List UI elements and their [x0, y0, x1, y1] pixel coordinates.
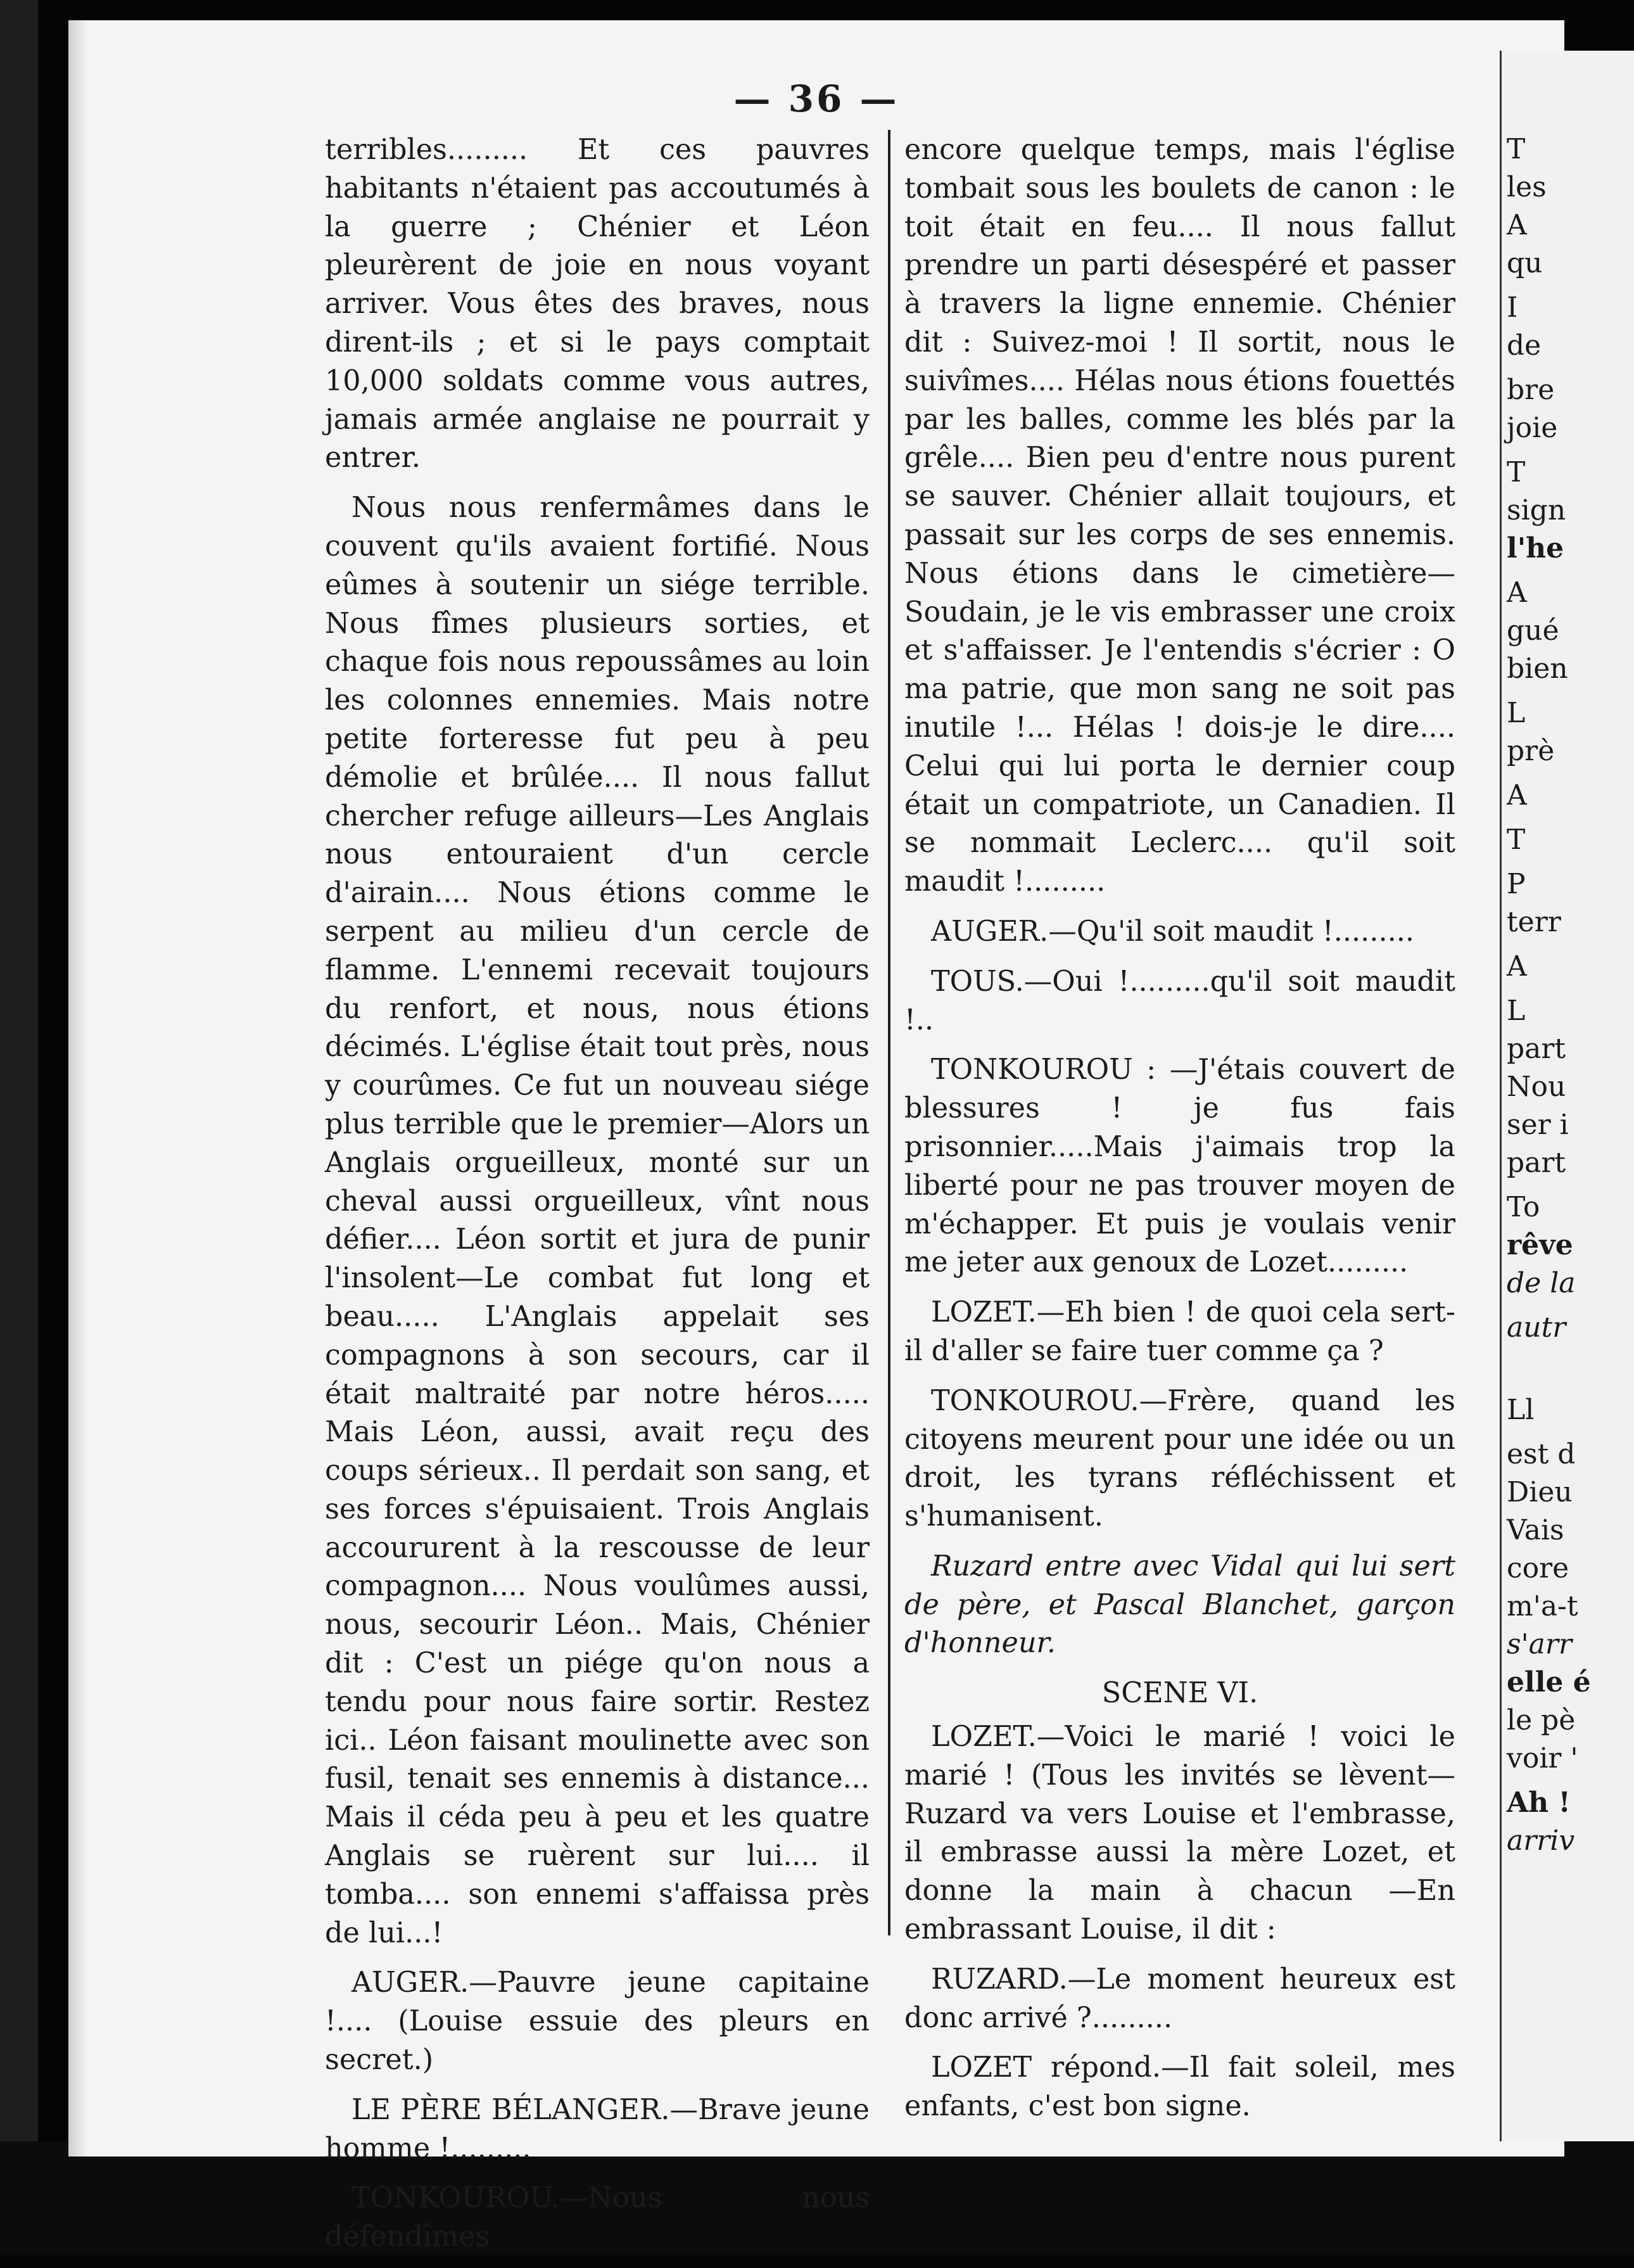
adjacent-page-fragment: A [1507, 209, 1527, 241]
adjacent-page-fragment: de la [1507, 1267, 1576, 1299]
adjacent-page-fragment: Ah ! [1507, 1787, 1571, 1819]
adjacent-page-fragment: qu [1507, 247, 1543, 279]
adjacent-page-fragment: T [1507, 456, 1526, 488]
adjacent-page-fragment: les [1507, 171, 1547, 203]
scan-border-left [0, 0, 38, 2255]
dialogue-line: LE PÈRE BÉLANGER.—Brave jeune homme !......... [325, 2093, 870, 2165]
dialogue-line: TONKOUROU.—Nous nous défendîmes [325, 2182, 870, 2253]
adjacent-page-fragment: A [1507, 779, 1527, 812]
adjacent-page-fragment: voir ' [1507, 1742, 1578, 1774]
dialogue-line: LOZET.—Voici le marié ! voici le marié ! (Tous les invités se lèvent—Ruzard va vers Louise et l'embrasse, il embrasse aussi la mère Lozet, et donne la main à chacun —En embrassant Louise, il dit : [904, 1721, 1455, 1946]
adjacent-page-fragment: L [1507, 697, 1526, 729]
left-paragraph: Nous nous renfermâmes dans le couvent qu'ils avaient fortifié. Nous eûmes à soutenir un siége terrible. Nous fîmes plusieurs sorties, et chaque fois nous repoussâmes au loin les colonnes ennemies. Mais notre petite forteresse fut peu à peu démolie et brûlée.... Il nous fallut chercher refuge ailleurs—Les Anglais nous entouraient d'un cercle d'airain.... Nous étions comme le serpent au milieu d'un cercle de flamme. L'ennemi recevait toujours du renfort, et nous, nous étions décimés. L'église était tout près, nous y courûmes. Ce fut un nouveau siége plus terrible que le premier—Alors un Anglais orgueilleux, monté sur un cheval aussi orgueilleux, vînt nous défier.... Léon sortit et jura de punir l'insolent—Le combat fut long et beau..... L'Anglais appelait ses compagnons à son secours, car il était maltraité par notre héros..... Mais Léon, aussi, avait reçu des coups sérieux.. Il perdait son sang, et ses forces s'épuisaient. Trois Anglais accoururent à la rescousse de leur compagnon.... Nous voulûmes aussi, nous, secourir Léon.. Mais, Chénier dit : C'est un piége qu'on nous a tendu pour nous faire sortir. Restez ici.. Léon faisant moulinette avec son fusil, tenait ses ennemis à distance... Mais il céda peu à peu et les quatre Anglais se ruèrent sur lui.... il tomba.... son ennemi s'affaissa près de lui...! [325, 492, 870, 1949]
adjacent-page-fragment: bre [1507, 374, 1555, 406]
adjacent-page-fragment: Ll [1507, 1394, 1535, 1426]
adjacent-page-fragment: rêve [1507, 1229, 1573, 1261]
dialogue-line: AUGER.—Qu'il soit maudit !......... [931, 915, 1415, 948]
adjacent-page-fragment: P [1507, 868, 1526, 900]
adjacent-page-fragment: prè [1507, 735, 1555, 767]
dialogue-line: LOZET.—Eh bien ! de quoi cela sert-il d'aller se faire tuer comme ça ? [904, 1296, 1455, 1367]
right-column [904, 131, 1455, 2137]
adjacent-page-fragment: arriv [1507, 1825, 1575, 1857]
dialogue-line: TONKOUROU : —J'étais couvert de blessures ! je fus fais prisonnier.....Mais j'aimais trop la liberté pour ne pas trouver moyen de m'échapper. Et puis je voulais venir me jeter aux genoux de Lozet......... [904, 1054, 1455, 1279]
adjacent-page-fragment: sign [1507, 494, 1566, 526]
dialogue-line: LOZET répond.—Il fait soleil, mes enfants, c'est bon signe. [904, 2051, 1455, 2123]
adjacent-page-fragment: core [1507, 1552, 1569, 1584]
adjacent-page-fragment: le pè [1507, 1704, 1576, 1736]
left-paragraph: terribles......... Et ces pauvres habitants n'étaient pas accoutumés à la guerre ; Chénier et Léon pleurèrent de joie en nous voyant arriver. Vous êtes des braves, nous dirent-ils ; et si le pays comptait 10,000 soldats comme vous autres, jamais armée anglaise ne pourrait y entrer. [325, 134, 870, 475]
adjacent-page-fragment: s'arr [1507, 1628, 1572, 1660]
dialogue-line: TONKOUROU.—Frère, quand les citoyens meurent pour une idée ou un droit, les tyrans réfléchissent et s'humanisent. [904, 1384, 1455, 1533]
adjacent-page-fragment: T [1507, 824, 1526, 856]
adjacent-page-fragment: gué [1507, 615, 1559, 647]
scene-heading: SCENE VI. [1101, 1677, 1258, 1710]
dialogue-line: RUZARD.—Le moment heureux est donc arrivé ?......... [904, 1963, 1455, 2034]
adjacent-page-fragment: autr [1507, 1311, 1566, 1344]
adjacent-page-fragment: de [1507, 329, 1542, 362]
adjacent-page-fragment: To [1507, 1191, 1540, 1223]
adjacent-page-fragment: l'he [1507, 532, 1564, 564]
adjacent-page-fragment: joie [1507, 412, 1558, 444]
adjacent-page-fragment: A [1507, 577, 1527, 609]
adjacent-page-fragment: ser i [1507, 1109, 1569, 1141]
adjacent-page-fragment: Vais [1507, 1514, 1564, 1546]
adjacent-page-fragment: I [1507, 291, 1518, 324]
adjacent-page-fragment: T [1507, 133, 1526, 165]
adjacent-page-fragment: A [1507, 950, 1527, 983]
adjacent-page-fragment: Dieu [1507, 1476, 1573, 1508]
adjacent-page-fragment: est d [1507, 1438, 1576, 1470]
page-number: — 36 — [733, 77, 899, 120]
book-page [68, 20, 1564, 2253]
left-column [325, 131, 870, 2268]
adjacent-page-fragment: part [1507, 1033, 1566, 1065]
adjacent-page-fragment: part [1507, 1147, 1566, 1179]
adjacent-page-fragment: Nou [1507, 1071, 1566, 1103]
adjacent-page-fragment: terr [1507, 906, 1561, 938]
adjacent-page-fragment: L [1507, 995, 1526, 1027]
column-divider [888, 130, 890, 1935]
dialogue-line: AUGER.—Pauvre jeune capitaine !.... (Louise essuie des pleurs en secret.) [325, 1966, 870, 2077]
adjacent-page-edge [1500, 51, 1634, 2141]
stage-direction: Ruzard entre avec Vidal qui lui sert de père, et Pascal Blanchet, garçon d'honneur. [904, 1550, 1455, 1660]
page-gutter-shadow [68, 20, 87, 2157]
right-paragraph: encore quelque temps, mais l'église tombait sous les boulets de canon : le toit était en feu.... Il nous fallut prendre un parti désespéré et passer à travers la ligne ennemie. Chénier dit : Suivez-moi ! Il sortit, nous le suivîmes.... Hélas nous étions fouettés par les balles, comme les blés par la grêle.... Bien peu d'entre nous purent se sauver. Chénier allait toujours, et passait sur les corps de ses ennemis. Nous étions dans le cimetière—Soudain, je le vis embrasser une croix et s'affaisser. Je l'entendis s'écrier : O ma patrie, que mon sang ne soit pas inutile !... Hélas ! dois-je le dire.... Celui qui lui porta le dernier coup était un compatriote, un Canadien. Il se nommait Leclerc.... qu'il soit maudit !......... [904, 134, 1455, 898]
adjacent-page-fragment: elle é [1507, 1666, 1591, 1698]
adjacent-page-fragment: bien [1507, 653, 1568, 685]
dialogue-line: TOUS.—Oui !.........qu'il soit maudit !.. [904, 965, 1455, 1036]
adjacent-page-fragment: m'a-t [1507, 1590, 1578, 1622]
